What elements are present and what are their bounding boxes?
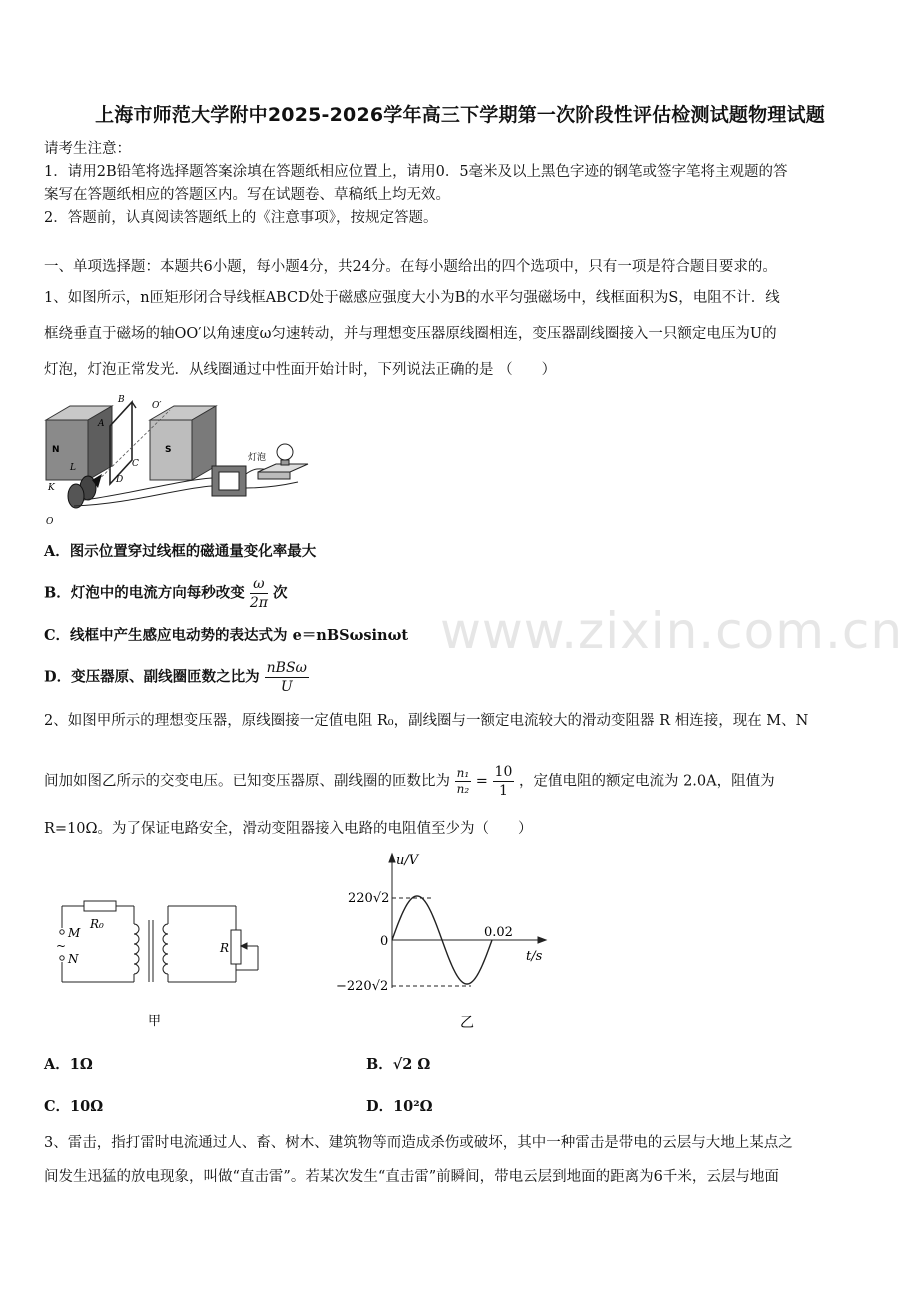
q2-option-a[interactable]: A．1Ω bbox=[44, 1056, 93, 1073]
label-D: D bbox=[116, 475, 124, 485]
q1-option-d-fraction bbox=[265, 659, 309, 696]
fraction-denominator: U bbox=[280, 679, 293, 695]
label-R0: R₀ bbox=[90, 917, 104, 931]
q2-stem-line-2-text: 间加如图乙所示的交变电压。已知变压器原、副线圈的匝数比为 bbox=[44, 773, 450, 790]
label-K: K bbox=[48, 483, 55, 493]
q1-option-a[interactable]: A．图示位置穿过线框的磁通量变化率最大 bbox=[44, 543, 317, 560]
label-N: N bbox=[68, 952, 79, 966]
q1-stem-line-2: 框绕垂直于磁场的轴OO′以角速度ω匀速转动，并与理想变压器原线圈相连，变压器副线圈接入一只额定电压为U的 bbox=[44, 326, 777, 342]
origin-label: 0 bbox=[380, 934, 389, 949]
notice-line-2: 2．答题前，认真阅读答题纸上的《注意事项》，按规定答题。 bbox=[44, 210, 438, 226]
page-title: 上海市师范大学附中2025-2026学年高三下学期第一次阶段性评估检测试题物理试题 bbox=[95, 104, 825, 126]
q2-option-c[interactable]: C．10Ω bbox=[44, 1098, 104, 1115]
section-heading: 一、单项选择题：本题共6小题，每小题4分，共24分。在每小题给出的四个选项中，只有一项是符合题目要求的。 bbox=[44, 259, 777, 275]
notice-line-1b: 案写在答题纸相应的答题区内。写在试题卷、草稿纸上均无效。 bbox=[44, 187, 450, 203]
y-tick-min: −220√2 bbox=[336, 979, 389, 994]
label-O: O bbox=[46, 517, 54, 527]
q3-stem-line-2: 间发生迅猛的放电现象，叫做“直击雷”。若某次发生“直击雷”前瞬间，带电云层到地面的距离为6千米，云层与地面 bbox=[44, 1169, 779, 1185]
q2-stem-line-3: R=10Ω。为了保证电路安全，滑动变阻器接入电路的电阻值至少为（ ） bbox=[44, 821, 533, 837]
ac-source-tilde: ~ bbox=[56, 939, 67, 953]
generator-figure bbox=[40, 388, 315, 530]
ratio-ten: 10 bbox=[494, 764, 513, 780]
y-tick-max: 220√2 bbox=[348, 891, 390, 906]
x-axis-label: t/s bbox=[526, 949, 543, 964]
q2-stem-line-2 bbox=[44, 763, 775, 800]
turns-ratio-value bbox=[493, 763, 515, 800]
ratio-equals: = bbox=[475, 773, 488, 790]
q1-option-d[interactable] bbox=[44, 659, 309, 696]
label-Oprime: O′ bbox=[152, 401, 162, 411]
label-M: M bbox=[68, 926, 81, 940]
voltage-time-graph bbox=[330, 848, 560, 1033]
q1-option-b[interactable] bbox=[44, 575, 288, 612]
q1-option-b-suffix: 次 bbox=[273, 584, 288, 602]
watermark: www.zixin.com.cn bbox=[440, 602, 904, 660]
label-L: L bbox=[70, 463, 76, 473]
q1-stem-line-1: 1、如图所示，n匝矩形闭合导线框ABCD处于磁感应强度大小为B的水平匀强磁场中，线框面积为S，电阻不计．线 bbox=[44, 290, 780, 306]
q1-option-b-fraction bbox=[250, 575, 268, 612]
label-N: N bbox=[52, 445, 60, 455]
q1-option-b-text: B．灯泡中的电流方向每秒改变 bbox=[44, 584, 245, 602]
label-C: C bbox=[132, 459, 139, 469]
ratio-n1: n₁ bbox=[456, 766, 470, 780]
q1-option-c[interactable]: C．线框中产生感应电动势的表达式为 e＝nBSωsinωt bbox=[44, 627, 409, 644]
ratio-one: 1 bbox=[498, 783, 508, 799]
label-A: A bbox=[98, 419, 105, 429]
y-axis-label: u/V bbox=[396, 853, 419, 868]
turns-ratio-symbolic bbox=[455, 766, 472, 797]
figure-caption-yi: 乙 bbox=[460, 1015, 474, 1031]
q2-stem-line-2-suffix: ，定值电阻的额定电流为 2.0A，阻值为 bbox=[518, 773, 775, 790]
label-S: S bbox=[165, 445, 172, 455]
label-R: R bbox=[220, 941, 230, 955]
fraction-denominator: 2π bbox=[249, 595, 268, 611]
q2-stem-line-1: 2、如图甲所示的理想变压器，原线圈接一定值电阻 R₀，副线圈与一额定电流较大的滑动变阻器 R 相连接，现在 M、N bbox=[44, 713, 809, 729]
label-B: B bbox=[118, 395, 125, 405]
notice-heading: 请考生注意： bbox=[44, 141, 131, 157]
q2-option-d[interactable]: D．10²Ω bbox=[366, 1098, 433, 1115]
fraction-numerator: ω bbox=[250, 575, 268, 594]
q3-stem-line-1: 3、雷击，指打雷时电流通过人、畜、树木、建筑物等而造成杀伤或破坏，其中一种雷击是带电的云层与大地上某点之 bbox=[44, 1135, 793, 1151]
figure-caption-jia: 甲 bbox=[148, 1014, 162, 1029]
q2-option-b[interactable]: B．√2 Ω bbox=[366, 1056, 431, 1073]
label-lamp: 灯泡 bbox=[248, 453, 267, 463]
q1-option-d-text: D．变压器原、副线圈匝数之比为 bbox=[44, 668, 260, 686]
q1-stem-line-3: 灯泡，灯泡正常发光．从线圈通过中性面开始计时，下列说法正确的是 （ ） bbox=[44, 362, 557, 378]
ratio-n2: n₂ bbox=[456, 782, 470, 796]
fraction-numerator: nBSω bbox=[266, 660, 307, 676]
notice-line-1a: 1．请用2B铅笔将选择题答案涂填在答题纸相应位置上，请用0．5毫米及以上黑色字迹的钢笔或签字笔将主观题的答 bbox=[44, 164, 788, 180]
transformer-circuit-figure bbox=[50, 890, 275, 1030]
x-tick-period: 0.02 bbox=[484, 925, 513, 940]
